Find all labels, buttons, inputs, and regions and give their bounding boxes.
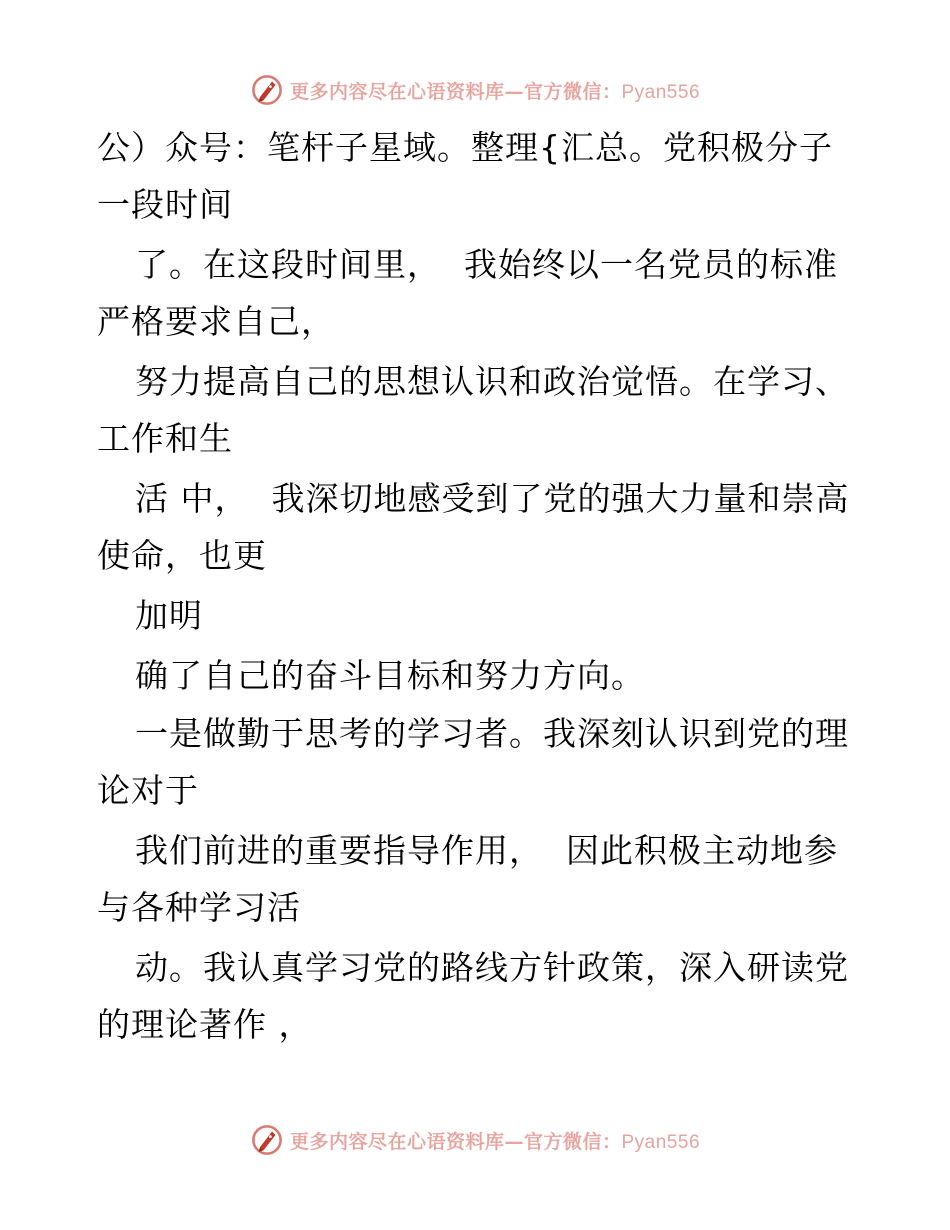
body-line: 一段时间 <box>97 185 233 224</box>
body-line: 我们前进的重要指导作用， 因此积极主动地参 <box>135 831 838 870</box>
body-line: 严格要求自己， <box>97 302 335 341</box>
body-line: 活 中， 我深切地感受到了党的强大力量和崇高 <box>135 479 850 518</box>
body-line: 使命，也更 <box>97 536 267 575</box>
body-line: 一是做勤于思考的学习者。我深刻认识到党的理 <box>135 714 849 753</box>
body-line: 与各种学习活 <box>97 888 301 927</box>
body-line: 工作和生 <box>97 419 233 458</box>
pen-nib-logo-icon <box>250 1123 284 1157</box>
watermark-text: 更多内容尽在心语资料库—官方微信：Pyan556 <box>289 1130 701 1153</box>
body-line: 努力提高自己的思想认识和政治觉悟。在学习、 <box>135 362 849 401</box>
watermark-text: 更多内容尽在心语资料库—官方微信：Pyan556 <box>289 80 701 103</box>
body-line: 动。我认真学习党的路线方针政策，深入研读党 <box>135 948 849 987</box>
body-line: 论对于 <box>97 771 199 810</box>
body-line: 的理论著作 ， <box>97 1005 313 1044</box>
body-line: 加明 <box>135 596 203 635</box>
footer-watermark <box>0 1122 950 1158</box>
body-line: 确了自己的奋斗目标和努力方向。 <box>135 656 645 695</box>
body-line: 公）众号：笔杆子星域。整理{汇总。党积极分子 <box>97 128 833 167</box>
body-line: 了。在这段时间里， 我始终以一名党员的标准 <box>135 245 838 284</box>
